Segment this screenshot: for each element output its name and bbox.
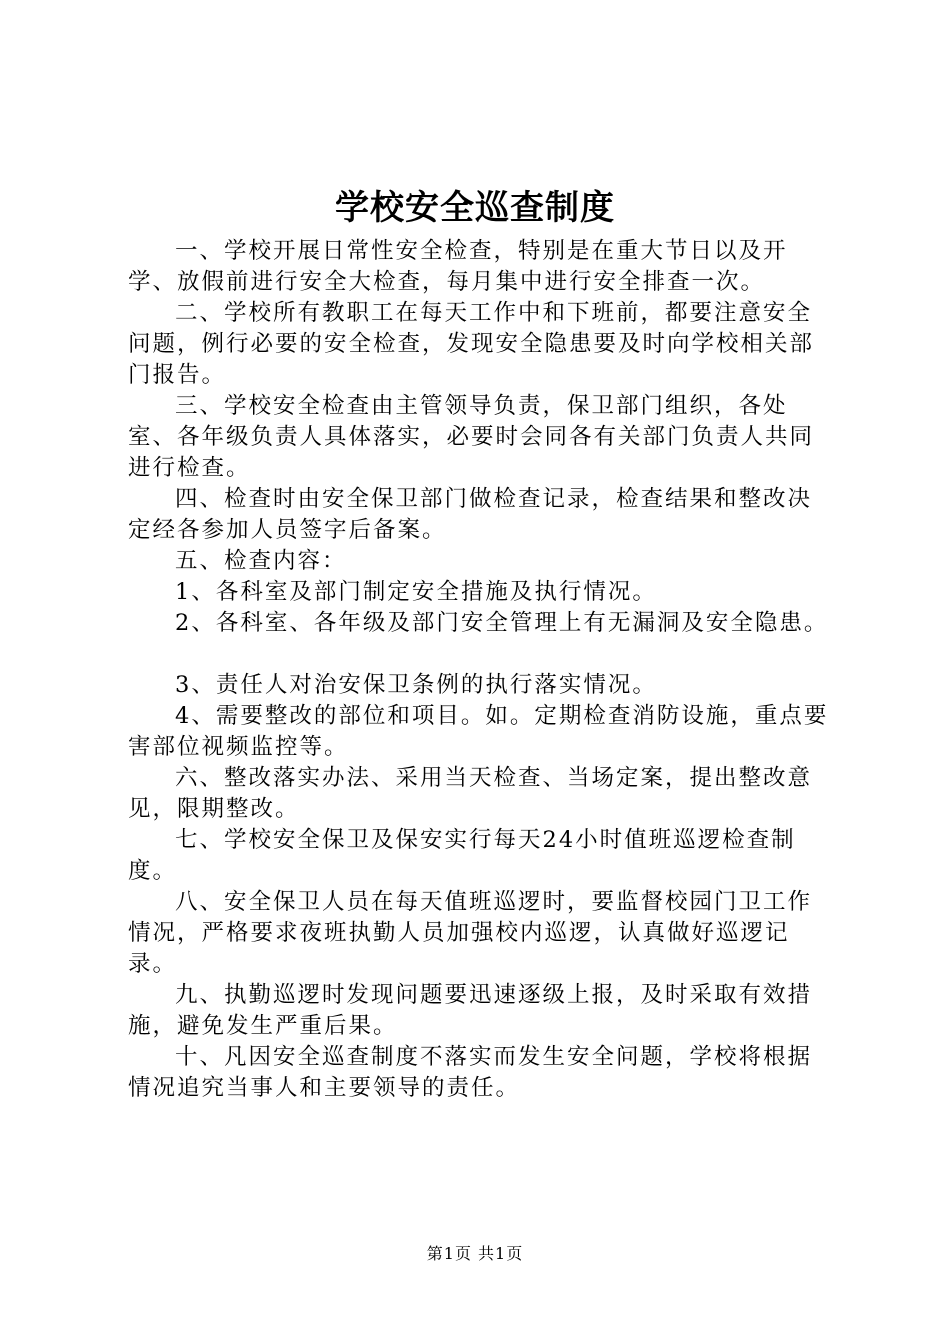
paragraph-8: 八、安全保卫人员在每天值班巡逻时，要监督校园门卫工作情况，严格要求夜班执勤人员加强校内巡逻，认真做好巡逻记录。 [128, 889, 813, 977]
paragraph-9: 九、执勤巡逻时发现问题要迅速逐级上报，及时采取有效措施，避免发生严重后果。 [128, 982, 813, 1039]
list-item-1: 1、各科室及部门制定安全措施及执行情况。 [175, 579, 657, 605]
paragraph-1: 一、学校开展日常性安全检查，特别是在重大节日以及开学、放假前进行安全大检查，每月集中进行安全排查一次。 [128, 238, 788, 295]
list-item-3: 3、责任人对治安保卫条例的执行落实情况。 [175, 672, 657, 698]
paragraph-5: 五、检查内容： [175, 548, 347, 574]
paragraph-10: 十、凡因安全巡查制度不落实而发生安全问题，学校将根据情况追究当事人和主要领导的责任。 [128, 1044, 813, 1101]
list-item-2: 2、各科室、各年级及部门安全管理上有无漏洞及安全隐患。 [175, 610, 829, 636]
list-item-4: 4、需要整改的部位和项目。如。定期检查消防设施，重点要害部位视频监控等。 [128, 703, 829, 760]
paragraph-7: 七、学校安全保卫及保安实行每天24小时值班巡逻检查制度。 [128, 827, 796, 884]
paragraph-4: 四、检查时由安全保卫部门做检查记录，检查结果和整改决定经各参加人员签字后备案。 [128, 486, 813, 543]
paragraph-6: 六、整改落实办法、采用当天检查、当场定案，提出整改意见，限期整改。 [128, 765, 813, 822]
page-footer: 第1页 共1页 [426, 1244, 524, 1263]
paragraph-3: 三、学校安全检查由主管领导负责，保卫部门组织，各处室、各年级负责人具体落实，必要时会同各有关部门负责人共同进行检查。 [128, 393, 815, 481]
document-body [128, 236, 832, 1104]
paragraph-2: 二、学校所有教职工在每天工作中和下班前，都要注意安全问题，例行必要的安全检查，发现安全隐患要及时向学校相关部门报告。 [128, 300, 815, 388]
document-title: 学校安全巡查制度 [335, 188, 615, 228]
